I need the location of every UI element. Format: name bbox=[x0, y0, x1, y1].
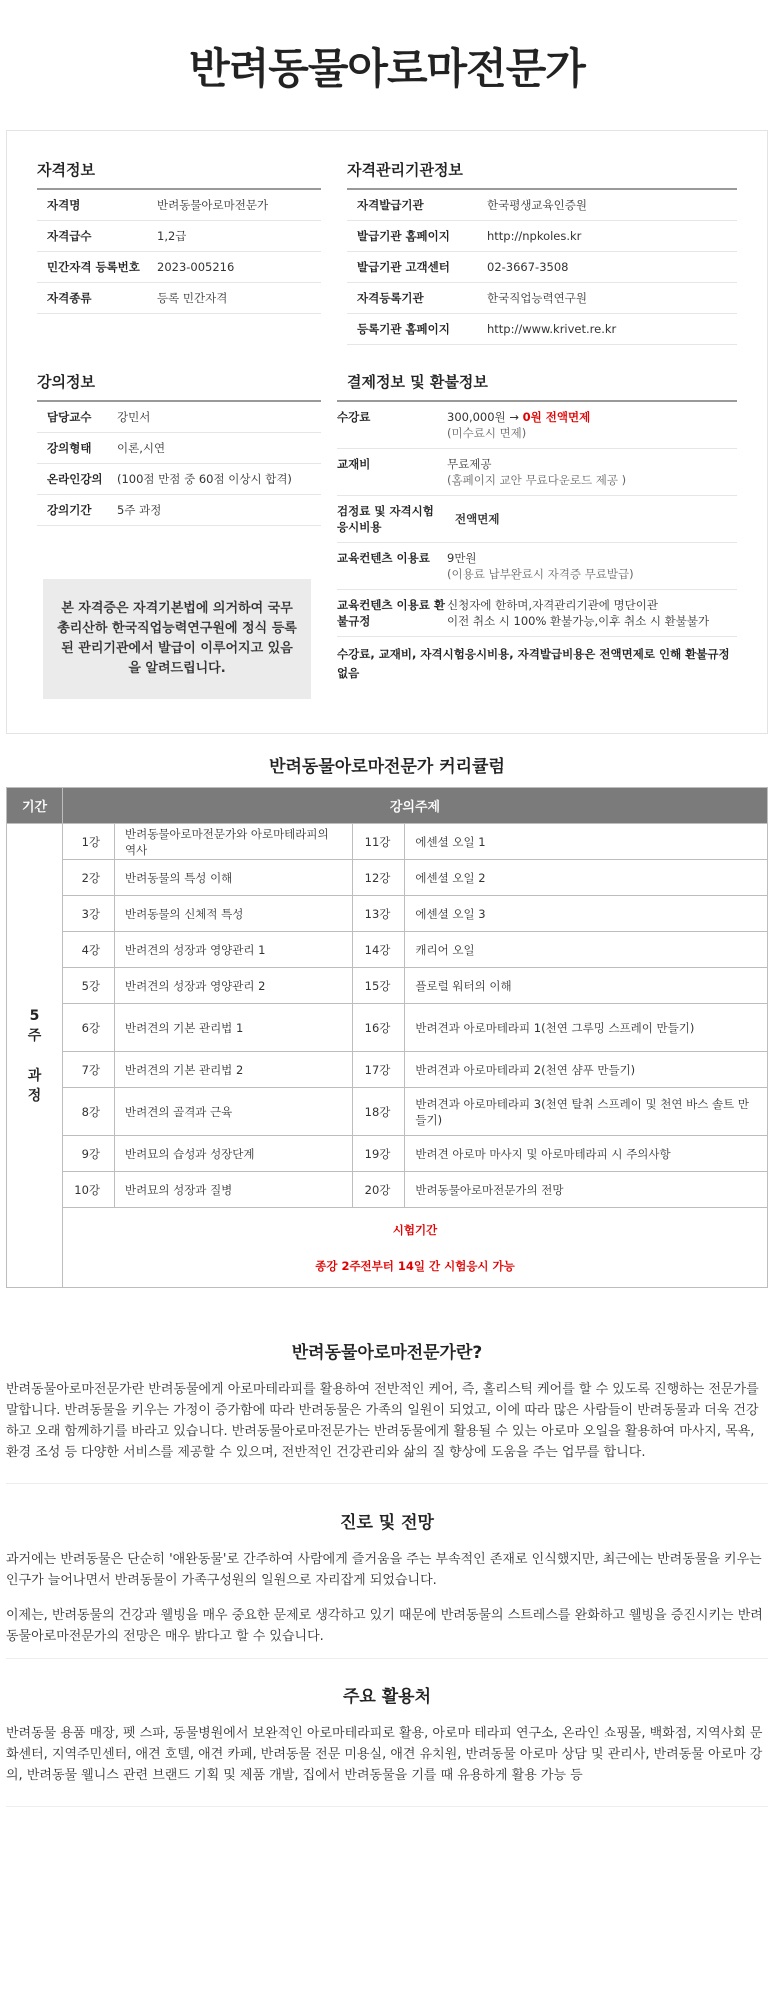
lecture-number: 14강 bbox=[353, 932, 405, 968]
notice-box: 본 자격증은 자격기본법에 의거하여 국무총리산하 한국직업능력연구원에 정식 등록된 관리기관에서 발급이 이루어지고 있음을 알려드립니다. bbox=[43, 579, 311, 699]
divider bbox=[6, 1806, 768, 1807]
lecture-topic: 반려동물의 특성 이해 bbox=[115, 860, 353, 896]
lecture-topic: 반려견의 기본 관리법 1 bbox=[115, 1004, 353, 1052]
lecture-topic: 반려견과 아로마테라피 1(천연 그루밍 스프레이 만들기) bbox=[405, 1004, 768, 1052]
curriculum-title: 반려동물아로마전문가 커리큘럼 bbox=[269, 757, 505, 777]
lecture-topic: 플로럴 워터의 이해 bbox=[405, 968, 768, 1004]
lecture-row bbox=[37, 402, 321, 433]
col-topic: 강의주제 bbox=[63, 788, 768, 824]
lecture-row-value: 강민서 bbox=[117, 410, 151, 424]
lecture-number: 18강 bbox=[353, 1088, 405, 1136]
exam-fee-value: 전액면제 bbox=[455, 512, 500, 526]
lecture-row-label: 강의기간 bbox=[47, 503, 92, 517]
material-value bbox=[447, 456, 626, 488]
lecture-number: 5강 bbox=[63, 968, 115, 1004]
lecture-topic: 에센셜 오일 3 bbox=[405, 896, 768, 932]
period-text: 5 bbox=[29, 1007, 40, 1024]
cert-row-value: 등록 민간자격 bbox=[157, 291, 228, 305]
lecture-topic: 반려견의 성장과 영양관리 1 bbox=[115, 932, 353, 968]
table-row bbox=[7, 860, 768, 896]
content-v2: (이용료 납부완료시 자격증 무료발급) bbox=[447, 567, 634, 581]
fee-arrow: → bbox=[509, 410, 519, 424]
usage-heading: 주요 활용처 bbox=[342, 1687, 432, 1707]
table-row bbox=[7, 1136, 768, 1172]
mgmt-row bbox=[347, 314, 737, 345]
payment-section bbox=[337, 371, 737, 691]
lecture-number: 2강 bbox=[63, 860, 115, 896]
divider bbox=[6, 1483, 768, 1484]
fee-free: 0원 전액면제 bbox=[522, 410, 591, 424]
lecture-number: 10강 bbox=[63, 1172, 115, 1208]
refund-v1: 신청자에 한하며,자격관리기관에 명단이관 bbox=[447, 598, 658, 612]
lecture-number: 4강 bbox=[63, 932, 115, 968]
content-row bbox=[337, 543, 737, 590]
exam-cell bbox=[63, 1208, 768, 1288]
lecture-number: 15강 bbox=[353, 968, 405, 1004]
mgmt-row bbox=[347, 252, 737, 283]
table-row bbox=[7, 1004, 768, 1052]
refund-footer-note: 수강료, 교재비, 자격시험응시비용, 자격발급비용은 전액면제로 인해 환불규정 없음 bbox=[337, 647, 730, 680]
content-v1: 9만원 bbox=[447, 551, 477, 565]
lecture-number: 19강 bbox=[353, 1136, 405, 1172]
about-heading: 반려동물아로마전문가란? bbox=[291, 1343, 483, 1363]
table-row bbox=[7, 1088, 768, 1136]
lecture-number: 12강 bbox=[353, 860, 405, 896]
cert-heading: 자격정보 bbox=[37, 159, 321, 190]
payment-heading: 결제정보 및 환불정보 bbox=[337, 371, 737, 402]
mgmt-row-value: 02-3667-3508 bbox=[487, 260, 569, 274]
lecture-number: 6강 bbox=[63, 1004, 115, 1052]
mgmt-row-label: 자격등록기관 bbox=[357, 291, 424, 305]
cert-row bbox=[37, 221, 321, 252]
page-title: 반려동물아로마전문가 bbox=[189, 44, 585, 93]
mgmt-row-label: 발급기관 고객센터 bbox=[357, 260, 450, 274]
cert-row-value: 2023-005216 bbox=[157, 260, 235, 274]
lecture-topic: 반려견의 성장과 영양관리 2 bbox=[115, 968, 353, 1004]
lecture-topic: 반려묘의 습성과 성장단계 bbox=[115, 1136, 353, 1172]
refund-value bbox=[447, 597, 709, 629]
exam-fee-label: 검정료 및 자격시험 응시비용 bbox=[337, 504, 434, 534]
lecture-row-label: 강의형태 bbox=[47, 441, 92, 455]
lecture-topic: 반려견 아로마 마사지 및 아로마테라피 시 주의사항 bbox=[405, 1136, 768, 1172]
usage-section bbox=[6, 1682, 768, 1800]
exam-desc: 종강 2주전부터 14일 간 시험응시 가능 bbox=[315, 1258, 515, 1273]
lecture-topic: 에센셜 오일 2 bbox=[405, 860, 768, 896]
mgmt-section bbox=[347, 159, 737, 345]
curriculum-body bbox=[7, 824, 768, 1288]
curriculum-header bbox=[7, 788, 768, 824]
period-text: 정 bbox=[27, 1087, 42, 1104]
lecture-topic: 에센셜 오일 1 bbox=[405, 824, 768, 860]
material-row bbox=[337, 449, 737, 496]
fee-label: 수강료 bbox=[337, 410, 371, 424]
mgmt-row bbox=[347, 221, 737, 252]
table-row bbox=[7, 896, 768, 932]
lecture-number: 3강 bbox=[63, 896, 115, 932]
cert-row-value: 1,2급 bbox=[157, 229, 187, 243]
table-row bbox=[7, 968, 768, 1004]
exam-row bbox=[7, 1208, 768, 1288]
cert-rows bbox=[37, 190, 321, 314]
table-row bbox=[7, 932, 768, 968]
mgmt-row-value: 한국직업능력연구원 bbox=[487, 291, 587, 305]
refund-v2: 이전 취소 시 100% 환불가능,이후 취소 시 환불불가 bbox=[447, 614, 710, 628]
content-label: 교육컨텐츠 이용료 bbox=[337, 551, 430, 565]
exam-title: 시험기간 bbox=[392, 1222, 438, 1237]
lecture-number: 13강 bbox=[353, 896, 405, 932]
lecture-rows bbox=[37, 402, 321, 526]
col-period: 기간 bbox=[7, 788, 63, 824]
career-section bbox=[6, 1508, 768, 1661]
lecture-section bbox=[37, 371, 321, 526]
lecture-topic: 반려동물의 신체적 특성 bbox=[115, 896, 353, 932]
lecture-heading: 강의정보 bbox=[37, 371, 321, 402]
lecture-row-value: (100점 만점 중 60점 이상시 합격) bbox=[117, 472, 292, 486]
period-cell bbox=[7, 824, 63, 1288]
period-text: 과 bbox=[27, 1067, 42, 1084]
lecture-row-label: 온라인강의 bbox=[47, 472, 103, 486]
cert-row-label: 자격종류 bbox=[47, 291, 92, 305]
cert-row-label: 자격급수 bbox=[47, 229, 92, 243]
refund-label: 교육컨텐츠 이용료 환불규정 bbox=[337, 598, 445, 628]
lecture-topic: 반려동물아로마전문가와 아로마테라피의 역사 bbox=[115, 824, 353, 860]
material-v1: 무료제공 bbox=[447, 457, 492, 471]
cert-row bbox=[37, 190, 321, 221]
refund-row bbox=[337, 590, 737, 637]
cert-row-label: 민간자격 등록번호 bbox=[47, 260, 140, 274]
exam-fee-row bbox=[337, 496, 737, 543]
mgmt-row bbox=[347, 190, 737, 221]
lecture-topic: 반려견의 기본 관리법 2 bbox=[115, 1052, 353, 1088]
lecture-row-label: 담당교수 bbox=[47, 410, 92, 424]
cert-row bbox=[37, 252, 321, 283]
mgmt-row-label: 발급기관 홈페이지 bbox=[357, 229, 450, 243]
lecture-topic: 반려견과 아로마테라피 2(천연 샴푸 만들기) bbox=[405, 1052, 768, 1088]
lecture-number: 17강 bbox=[353, 1052, 405, 1088]
lecture-number: 8강 bbox=[63, 1088, 115, 1136]
lecture-number: 20강 bbox=[353, 1172, 405, 1208]
material-v2: (홈페이지 교안 무료다운로드 제공 ) bbox=[447, 473, 627, 487]
lecture-topic: 캐리어 오일 bbox=[405, 932, 768, 968]
mgmt-row-label: 자격발급기관 bbox=[357, 198, 424, 212]
fee-row bbox=[337, 402, 737, 449]
cert-row-label: 자격명 bbox=[47, 198, 81, 212]
mgmt-row-value: 한국평생교육인증원 bbox=[487, 198, 587, 212]
lecture-topic: 반려견과 아로마테라피 3(천연 탈취 스프레이 및 천연 바스 솔트 만들기) bbox=[405, 1088, 768, 1136]
lecture-row-value: 5주 과정 bbox=[117, 503, 162, 517]
mgmt-row bbox=[347, 283, 737, 314]
cert-section bbox=[37, 159, 321, 314]
mgmt-row-value: http://npkoles.kr bbox=[487, 229, 582, 243]
table-row bbox=[7, 824, 768, 860]
fee-price: 300,000원 bbox=[447, 410, 506, 424]
table-row bbox=[7, 1172, 768, 1208]
cert-row bbox=[37, 283, 321, 314]
mgmt-rows bbox=[347, 190, 737, 345]
lecture-topic: 반려묘의 성장과 질병 bbox=[115, 1172, 353, 1208]
lecture-topic: 반려동물아로마전문가의 전망 bbox=[405, 1172, 768, 1208]
career-p1: 과거에는 반려동물은 단순히 '애완동물'로 간주하여 사람에게 즐거움을 주는 부속적인 존재로 인식했지만, 최근에는 반려동물을 키우는 인구가 늘어나면서 반려동물이 가족구성원의 일원으로 자리잡게 되었습니다. bbox=[6, 1552, 762, 1588]
fee-note: (미수료시 면제) bbox=[447, 426, 527, 440]
career-p2: 이제는, 반려동물의 건강과 웰빙을 매우 중요한 문제로 생각하고 있기 때문에 반려동물의 스트레스를 완화하고 웰빙을 증진시키는 반려동물아로마전문가의 전망은 매우 밝다고 할 수 있습니다. bbox=[6, 1608, 763, 1644]
period-text: 주 bbox=[27, 1027, 42, 1044]
lecture-number: 9강 bbox=[63, 1136, 115, 1172]
content-value bbox=[447, 550, 634, 582]
lecture-number: 1강 bbox=[63, 824, 115, 860]
lecture-number: 7강 bbox=[63, 1052, 115, 1088]
cert-row-value: 반려동물아로마전문가 bbox=[157, 198, 269, 212]
usage-body: 반려동물 용품 매장, 펫 스파, 동물병원에서 보완적인 아로마테라피로 활용, 아로마 테라피 연구소, 온라인 쇼핑몰, 백화점, 지역사회 문화센터, 지역주민센터, 애견 호텔, 애견 카페, 반려동물 전문 미용실, 애견 유치원, 반려동물 아로마 상담 및 관리사, 반려동물 아로마 강의, 반려동물 웰니스 관련 브랜드 기획 및 제품 개발, 집에서 반려동물을 기를 때 유용하게 활용 가능 등 bbox=[6, 1726, 763, 1783]
fee-value bbox=[447, 409, 590, 441]
table-row bbox=[7, 1052, 768, 1088]
about-section bbox=[6, 1338, 768, 1477]
lecture-number: 11강 bbox=[353, 824, 405, 860]
mgmt-heading: 자격관리기관정보 bbox=[347, 159, 737, 190]
lecture-topic: 반려견의 골격과 근육 bbox=[115, 1088, 353, 1136]
lecture-row-value: 이론,시연 bbox=[117, 441, 166, 455]
about-body: 반려동물아로마전문가란 반려동물에게 아로마테라피를 활용하여 전반적인 케어, 즉, 홀리스틱 케어를 할 수 있도록 진행하는 전문가를 말합니다. 반려동물을 키우는 가정이 증가함에 따라 반려동물은 가족의 일원이 되었고, 이에 따라 많은 사람들이 반려동물과 더욱 건강하고 오래 함께하기를 바라고 있습니다. 반려동물아로마전문가는 반려동물에게 활용될 수 있는 아로마 오일을 활용하여 마사지, 목욕, 환경 조성 등 다양한 서비스를 제공할 수 있으며, 전반적인 건강관리와 삶의 질 향상에 도움을 주는 업무를 합니다. bbox=[6, 1382, 759, 1460]
career-heading: 진로 및 전망 bbox=[340, 1513, 434, 1533]
lecture-row bbox=[37, 464, 321, 495]
mgmt-row-label: 등록기관 홈페이지 bbox=[357, 322, 450, 336]
lecture-row bbox=[37, 433, 321, 464]
divider bbox=[6, 1658, 768, 1659]
mgmt-row-value: http://www.krivet.re.kr bbox=[487, 322, 617, 336]
material-label: 교재비 bbox=[337, 457, 371, 471]
info-box bbox=[6, 130, 768, 734]
lecture-row bbox=[37, 495, 321, 526]
curriculum-table bbox=[6, 787, 768, 1288]
lecture-number: 16강 bbox=[353, 1004, 405, 1052]
